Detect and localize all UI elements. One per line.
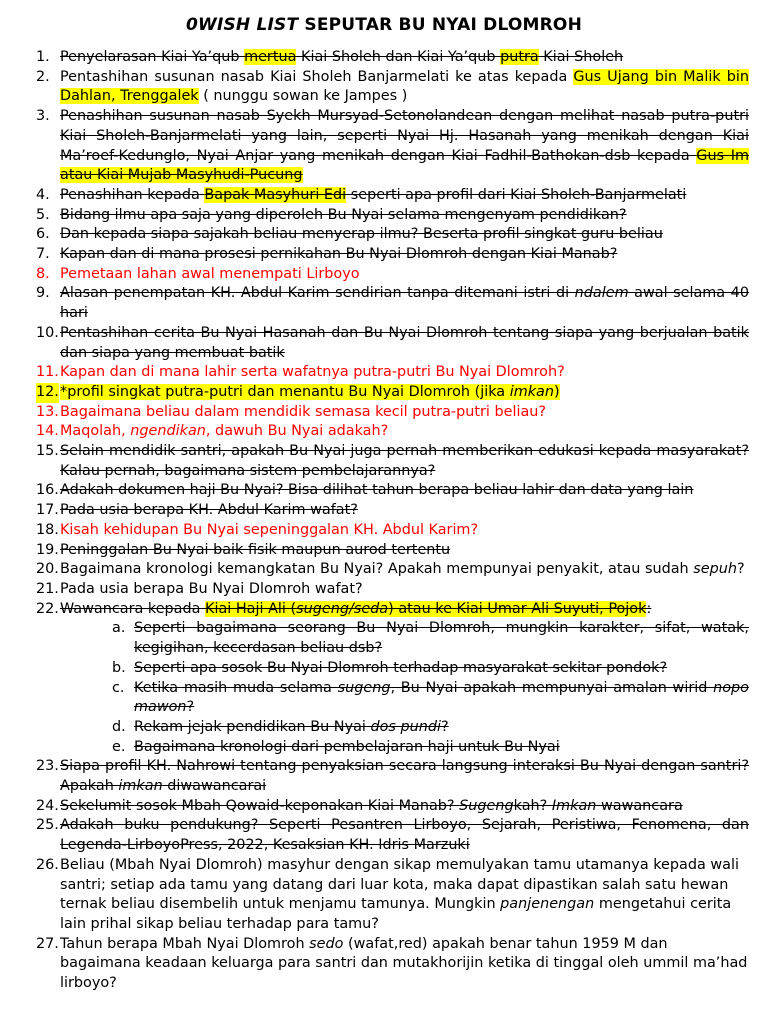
list-item-27: 27. Tahun berapa Mbah Nyai Dlomroh sedo (wafat,red) apakah benar tahun 1959 M dan bagaimana keadaan keluarga para santri dan mutakhorijin ketika di tinggal oleh ummil ma’had lirboyo? [36, 935, 748, 992]
sub-item-a: a. Seperti bagaimana seorang Bu Nyai Dlomroh, mungkin karakter, sifat, watak, kegigihan, kecerdasan beliau dsb? [112, 620, 749, 657]
list-item-5: 5. Bidang ilmu apa saja yang diperoleh Bu Nyai selama mengenyam pendidikan? [36, 206, 627, 223]
document-title [0, 14, 768, 36]
sub-item-e: e. Bagaimana kronologi dari pembelajaran haji untuk Bu Nyai [112, 738, 560, 755]
sub-item-d: d. Rekam jejak pendidikan Bu Nyai dos pundi? [112, 718, 449, 735]
list-item-19: 19. Peninggalan Bu Nyai baik fisik maupun aurod tertentu [36, 541, 451, 558]
list-item-10: 10. Pentashihan cerita Bu Nyai Hasanah dan Bu Nyai Dlomroh tentang siapa yang berjualan batik dan siapa yang membuat batik [36, 324, 749, 361]
list-item-25: 25. Adakah buku pendukung? Seperti Pesantren Lirboyo, Sejarah, Peristiwa, Fenomena, dan Legenda-LirboyoPress, 2022, Kesaksian KH. Idris Marzuki [36, 817, 749, 854]
list-item-21: 21. Pada usia berapa Bu Nyai Dlomroh wafat? [36, 580, 363, 597]
list-item-16: 16. Adakah dokumen haji Bu Nyai? Bisa dilihat tahun berapa beliau lahir dan data yang lain [36, 482, 694, 499]
list-item-7: 7. Kapan dan di mana prosesi pernikahan Bu Nyai Dlomroh dengan Kiai Manab? [36, 246, 618, 263]
wish-list [36, 48, 749, 994]
list-item-20: 20. Bagaimana kronologi kemangkatan Bu Nyai? Apakah mempunyai penyakit, atau sudah sepuh? [36, 561, 745, 578]
list-item-13: 13. Bagaimana beliau dalam mendidik semasa kecil putra-putri beliau? [36, 403, 547, 420]
list-item-4: 4. Penashihan kepada Bapak Masyhuri Edi seperti apa profil dari Kiai Sholeh-Banjarmelati [36, 186, 687, 203]
list-item-2: 2. Pentashihan susunan nasab Kiai Sholeh Banjarmelati ke atas kepada Gus Ujang bin Malik bin Dahlan, Trenggalek ( nunggu sowan ke Jampes ) [36, 68, 749, 105]
list-item-8: 8. Pemetaan lahan awal menempati Lirboyo [36, 265, 360, 282]
list-item-23: 23. Siapa profil KH. Nahrowi tentang penyaksian secara langsung interaksi Bu Nyai dengan santri? Apakah imkan diwawancarai [36, 758, 749, 795]
list-item-17: 17. Pada usia berapa KH. Abdul Karim wafat? [36, 502, 358, 519]
sub-item-b: b. Seperti apa sosok Bu Nyai Dlomroh terhadap masyarakat sekitar pondok? [112, 659, 668, 676]
list-item-24: 24. Sekelumit sosok Mbah Qowaid-keponakan Kiai Manab? Sugengkah? Imkan wawancara [36, 797, 683, 814]
sublist-22 [60, 619, 749, 757]
list-item-6: 6. Dan kepada siapa sajakah beliau menyerap ilmu? Beserta profil singkat guru beliau [36, 226, 663, 243]
list-item-15: 15. Selain mendidik santri, apakah Bu Nyai juga pernah memberikan edukasi kepada masyarakat? Kalau pernah, bagaimana sistem pembelajarannya? [36, 443, 749, 479]
list-item-26: 26. Beliau (Mbah Nyai Dlomroh) masyhur dengan sikap memulyakan tamu utamanya kepada wali santri; setiap ada tamu yang datang dari luar kota, maka dapat dipastikan salah satu hewan ternak beliau disembelih untuk menjamu tamunya. Mungkin panjenengan mengetahui cerita lain prihal sikap beliau terhadap para tamu? [36, 856, 739, 932]
list-item-14: 14. Maqolah, ngendikan, dawuh Bu Nyai adakah? [36, 423, 389, 440]
list-item-1: 1. Penyelarasan Kiai Ya’qub mertua Kiai Sholeh dan Kiai Ya’qub putra Kiai Sholeh [36, 49, 624, 65]
list-item-9: 9. Alasan penempatan KH. Abdul Karim sendirian tanpa ditemani istri di ndalem awal selama 40 hari [36, 285, 749, 322]
list-item-11: 11. Kapan dan di mana lahir serta wafatnya putra-putri Bu Nyai Dlomroh? [36, 364, 565, 381]
list-item-18: 18. Kisah kehidupan Bu Nyai sepeninggalan KH. Abdul Karim? [36, 521, 479, 538]
list-item-12: 12. *profil singkat putra-putri dan menantu Bu Nyai Dlomroh (jika imkan) [36, 383, 749, 403]
sub-item-c: c. Ketika masih muda selama sugeng, Bu Nyai apakah mempunyai amalan wirid nopo mawon? [112, 679, 749, 716]
list-item-22: 22. Wawancara kepada Kiai Haji Ali (sugeng/seda) atau ke Kiai Umar Ali Suyuti, Pojok: a. Seperti bagaimana seorang Bu Nyai Dlomroh, mungkin karakter, sifat, watak, kegigihan, kecerdasan beliau dsb? b. Seperti apa sosok Bu Nyai Dlomroh terhadap masyarakat sekitar pondok? c. Ketika masih muda selama sugeng, Bu Nyai apakah mempunyai amalan wirid nopo mawon? d. Rekam jejak pendidikan Bu Nyai dos pundi? e. Bagaimana kronologi dari pembelajaran haji untuk Bu Nyai [36, 600, 749, 758]
title-prefix: 0WISH LIST [185, 15, 299, 35]
title-rest: SEPUTAR BU NYAI DLOMROH [298, 15, 583, 35]
list-item-3: 3. Penashihan susunan nasab Syekh Mursyad-Setonolandean dengan melihat nasab putra-putri Kiai Sholeh-Banjarmelati yang lain, seperti Nyai Hj. Hasanah yang menikah dengan Kiai Ma’roef-Kedunglo, Nyai Anjar yang menikah dengan Kiai Fadhil-Bathokan-dsb kepada Gus Im atau Kiai Mujab Masyhudi-Pucung [36, 108, 749, 184]
